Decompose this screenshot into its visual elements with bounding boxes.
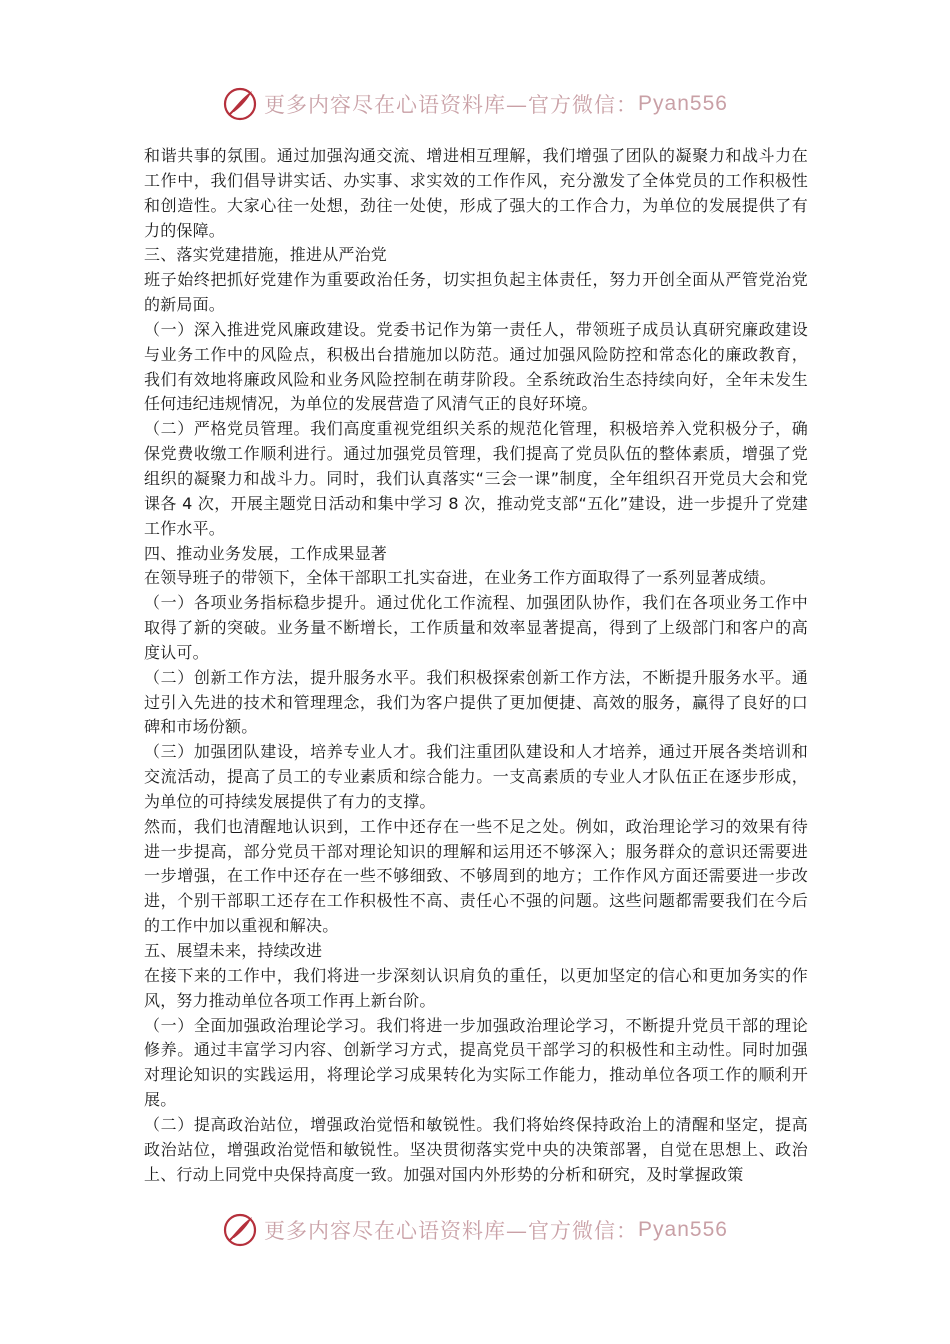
body-paragraph: 然而，我们也清醒地认识到，工作中还存在一些不足之处。例如，政治理论学习的效果有待进一步提高，部分党员干部对理论知识的理解和运用还不够深入；服务群众的意识还需要进一步增强，在工作中还存在一些不够细致、不够周到的地方；工作作风方面还需要进一步改进，个别干部职工还存在工作积极性不高、责任心不强的问题。这些问题都需要我们在今后的工作中加以重视和解决。 <box>144 816 808 936</box>
body-paragraph: （二）创新工作方法，提升服务水平。我们积极探索创新工作方法，不断提升服务水平。通过引入先进的技术和管理理念，我们为客户提供了更加便捷、高效的服务，赢得了良好的口碑和市场份额。 <box>144 667 808 737</box>
body-paragraph: （三）加强团队建设，培养专业人才。我们注重团队建设和人才培养，通过开展各类培训和交流活动，提高了员工的专业素质和综合能力。一支高素质的专业人才队伍正在逐步形成，为单位的可持续发展提供了有力的支撑。 <box>144 742 808 811</box>
section-heading: 三、落实党建措施，推进从严治党 <box>144 245 388 265</box>
watermark-banner-top <box>0 84 950 124</box>
body-paragraph: （二）提高政治站位，增强政治觉悟和敏锐性。我们将始终保持政治上的清醒和坚定，提高政治站位，增强政治觉悟和敏锐性。坚决贯彻落实党中央的决策部署，自觉在思想上、政治上、行动上同党中央保持高度一致。加强对国内外形势的分析和研究，及时掌握政策 <box>144 1114 808 1184</box>
body-paragraph: （一）深入推进党风廉政建设。党委书记作为第一责任人，带领班子成员认真研究廉政建设与业务工作中的风险点，积极出台措施加以防范。通过加强风险防控和常态化的廉政教育，我们有效地将廉政风险和业务风险控制在萌芽阶段。全系统政治生态持续向好，全年未发生任何违纪违规情况，为单位的发展营造了风清气正的良好环境。 <box>144 319 808 414</box>
watermark-banner-bottom <box>0 1210 950 1250</box>
body-paragraph: 和谐共事的氛围。通过加强沟通交流、增进相互理解，我们增强了团队的凝聚力和战斗力在工作中，我们倡导讲实话、办实事、求实效的工作作风，充分激发了全体党员的工作积极性和创造性。大家心往一处想，劲往一处使，形成了强大的工作合力，为单位的发展提供了有力的保障。 <box>144 146 808 240</box>
quill-pen-icon <box>222 86 258 122</box>
body-paragraph: 在领导班子的带领下，全体干部职工扎实奋进，在业务工作方面取得了一系列显著成绩。 <box>144 568 776 588</box>
document-body <box>144 144 808 1187</box>
body-paragraph: （二）严格党员管理。我们高度重视党组织关系的规范化管理，积极培养入党积极分子，确保党费收缴工作顺利进行。通过加强党员管理，我们提高了党员队伍的整体素质，增强了党组织的凝聚力和战斗力。同时，我们认真落实“三会一课”制度，全年组织召开党员大会和党课各 4 次，开展主题党日活动和集中学习 8 次，推动党支部“五化”建设，进一步提升了党建工作水平。 <box>144 419 808 538</box>
section-heading: 五、展望未来，持续改进 <box>144 941 323 960</box>
watermark-text: 更多内容尽在心语资料库—官方微信： <box>264 93 639 117</box>
watermark-wechat-id: Pyan556 <box>638 92 728 115</box>
watermark-wechat-id: Pyan556 <box>638 1218 728 1241</box>
body-paragraph: （一）全面加强政治理论学习。我们将进一步加强政治理论学习，不断提升党员干部的理论修养。通过丰富学习内容、创新学习方式，提高党员干部学习的积极性和主动性。同时加强对理论知识的实践运用，将理论学习成果转化为实际工作能力，推动单位各项工作的顺利开展。 <box>144 1015 808 1110</box>
quill-pen-icon <box>222 1212 258 1248</box>
body-paragraph: 班子始终把抓好党建作为重要政治任务，切实担负起主体责任，努力开创全面从严管党治党的新局面。 <box>144 270 808 315</box>
body-paragraph: 在接下来的工作中，我们将进一步深刻认识肩负的重任，以更加坚定的信心和更加务实的作风，努力推动单位各项工作再上新台阶。 <box>144 965 808 1010</box>
section-heading: 四、推动业务发展，工作成果显著 <box>144 543 388 563</box>
watermark-text: 更多内容尽在心语资料库—官方微信： <box>264 1219 639 1243</box>
body-paragraph: （一）各项业务指标稳步提升。通过优化工作流程、加强团队协作，我们在各项业务工作中取得了新的突破。业务量不断增长，工作质量和效率显著提高，得到了上级部门和客户的高度认可。 <box>144 593 808 662</box>
